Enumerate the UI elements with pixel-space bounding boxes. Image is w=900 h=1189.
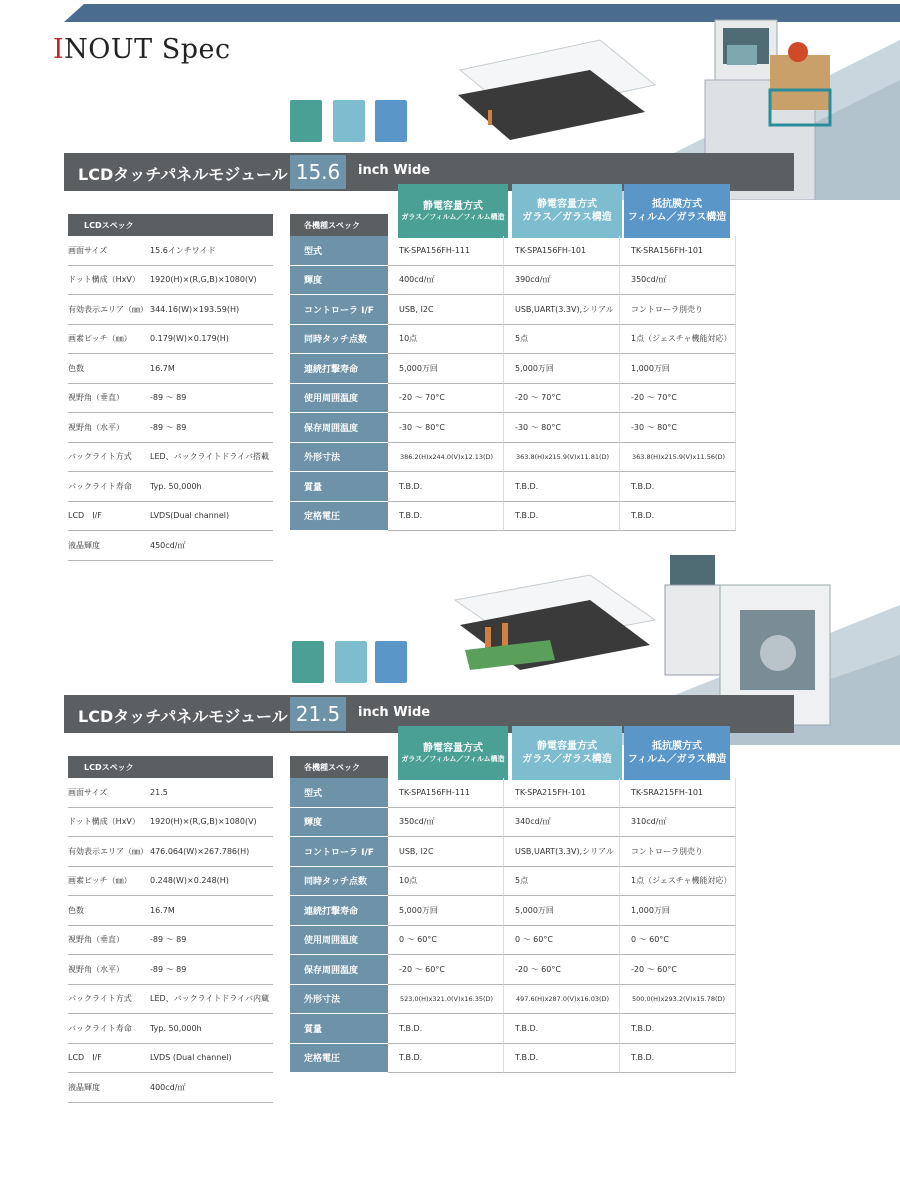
model-spec-value: 340cd/㎡ — [504, 808, 620, 838]
model-spec-row — [290, 384, 736, 414]
model-spec-row — [290, 1014, 736, 1044]
spec-key: 有効表示エリア（㎜） — [68, 304, 148, 314]
model-spec-value: -20 ～ 70°C — [388, 384, 504, 414]
column-type: 静電容量方式 — [423, 200, 483, 212]
model-spec-value: 5,000万回 — [388, 354, 504, 384]
model-spec-key: 輝度 — [290, 266, 388, 296]
swatch-light-blue — [333, 100, 365, 142]
model-spec-value: 1,000万回 — [620, 354, 736, 384]
spec-key: 有効表示エリア（㎜） — [68, 846, 148, 856]
swatch-teal — [290, 100, 322, 142]
spec-key: バックライト寿命 — [68, 1023, 132, 1033]
model-spec-key: 質量 — [290, 1014, 388, 1044]
spec-key: 視野角（水平） — [68, 422, 124, 432]
model-spec-row — [290, 1044, 736, 1074]
lcd-spec-row — [68, 354, 273, 384]
model-spec-key: 同時タッチ点数 — [290, 867, 388, 897]
model-spec-key: 連続打撃寿命 — [290, 896, 388, 926]
model-spec-value: 1,000万回 — [620, 896, 736, 926]
spec-value: 15.6インチワイド — [150, 245, 216, 255]
model-spec-value: -30 ～ 80°C — [388, 413, 504, 443]
model-spec-row — [290, 413, 736, 443]
model-spec-row — [290, 867, 736, 897]
model-spec-value: 10点 — [388, 867, 504, 897]
model-spec-value: 500.0(H)x293.2(V)x15.78(D) — [620, 985, 736, 1015]
model-spec-value: 5点 — [504, 325, 620, 355]
model-spec-value: -30 ～ 80°C — [620, 413, 736, 443]
model-spec-row — [290, 926, 736, 956]
lcd-spec-row — [68, 295, 273, 325]
model-spec-row — [290, 778, 736, 808]
column-structure: フィルム／ガラス構造 — [627, 754, 727, 765]
model-spec-key: 外形寸法 — [290, 985, 388, 1015]
spec-key: 画面サイズ — [68, 787, 108, 797]
spec-value: -89 ～ 89 — [150, 964, 187, 974]
column-header — [398, 184, 508, 238]
spec-value: LVDS(Dual channel) — [150, 511, 230, 521]
spec-value: Typ. 50,000h — [150, 481, 202, 491]
model-spec-header: 各機種スペック — [290, 214, 388, 236]
model-spec-value: 350cd/㎡ — [620, 266, 736, 296]
model-spec-row — [290, 266, 736, 296]
model-spec-value: 10点 — [388, 325, 504, 355]
model-spec-value: 0 ～ 60°C — [504, 926, 620, 956]
lcd-spec-row — [68, 531, 273, 561]
lcd-spec-row — [68, 236, 273, 266]
model-spec-row — [290, 896, 736, 926]
spec-key: 液晶輝度 — [68, 540, 100, 550]
lcd-spec-row — [68, 472, 273, 502]
model-spec-value: T.B.D. — [620, 472, 736, 502]
column-structure: ガラス／ガラス構造 — [522, 754, 612, 765]
spec-key: バックライト寿命 — [68, 481, 132, 491]
model-spec-value: TK-SRA215FH-101 — [620, 778, 736, 808]
spec-value: 400cd/㎡ — [150, 1082, 186, 1092]
brand-title: INOUT Spec — [53, 34, 231, 65]
spec-key: 視野角（水平） — [68, 964, 124, 974]
spec-key: 色数 — [68, 363, 84, 373]
model-spec-value: -20 ～ 70°C — [620, 384, 736, 414]
model-spec-value: T.B.D. — [620, 1014, 736, 1044]
model-spec-key: 同時タッチ点数 — [290, 325, 388, 355]
model-spec-value: 5,000万回 — [504, 354, 620, 384]
model-spec-value: T.B.D. — [388, 1044, 504, 1074]
lcd-spec-row — [68, 266, 273, 296]
model-spec-value: TK-SRA156FH-101 — [620, 236, 736, 266]
model-spec-value: 0 ～ 60°C — [388, 926, 504, 956]
panel-size: 15.6 — [290, 155, 346, 189]
model-spec-row — [290, 236, 736, 266]
lcd-spec-row — [68, 443, 273, 473]
model-spec-value: TK-SPA156FH-111 — [388, 236, 504, 266]
spec-value: 476.064(W)×267.786(H) — [150, 846, 250, 856]
column-header — [398, 726, 508, 780]
section-title: LCDタッチパネルモジュール — [78, 707, 288, 726]
spec-value: LED、バックライトドライバ内蔵 — [150, 994, 270, 1004]
spec-value: LVDS (Dual channel) — [150, 1053, 232, 1063]
lcd-spec-row — [68, 778, 273, 808]
spec-value: -89 ～ 89 — [150, 422, 187, 432]
spec-key: 画素ピッチ（㎜） — [68, 334, 132, 344]
model-spec-row — [290, 354, 736, 384]
spec-value: 1920(H)×(R,G,B)×1080(V) — [150, 275, 257, 285]
spec-value: Typ. 50,000h — [150, 1023, 202, 1033]
swatch-teal — [292, 641, 324, 683]
model-spec-key: 質量 — [290, 472, 388, 502]
model-spec-row — [290, 985, 736, 1015]
model-spec-value: 350cd/㎡ — [388, 808, 504, 838]
spec-value: 1920(H)×(R,G,B)×1080(V) — [150, 817, 257, 827]
spec-key: バックライト方式 — [68, 994, 132, 1004]
model-spec-value: 390cd/㎡ — [504, 266, 620, 296]
model-spec-row — [290, 472, 736, 502]
column-type: 静電容量方式 — [537, 740, 597, 752]
column-type: 抵抗膜方式 — [652, 740, 702, 752]
model-spec-value: USB, I2C — [388, 837, 504, 867]
panel-size: 21.5 — [290, 697, 346, 731]
lcd-spec-row — [68, 867, 273, 897]
spec-key: バックライト方式 — [68, 452, 132, 462]
lcd-spec-row — [68, 896, 273, 926]
model-spec-key: 保存周囲温度 — [290, 413, 388, 443]
model-spec-value: T.B.D. — [504, 1044, 620, 1074]
swatch-blue — [375, 641, 407, 683]
lcd-spec-row — [68, 413, 273, 443]
model-spec-row — [290, 325, 736, 355]
model-spec-key: 定格電圧 — [290, 502, 388, 532]
inch-label: inch Wide — [358, 705, 431, 720]
model-spec-value: T.B.D. — [388, 1014, 504, 1044]
spec-value: 344.16(W)×193.59(H) — [150, 304, 240, 314]
lcd-spec-header: LCDスペック — [68, 214, 273, 236]
spec-key: 色数 — [68, 905, 84, 915]
model-spec-row — [290, 443, 736, 473]
lcd-spec-row — [68, 808, 273, 838]
column-type: 抵抗膜方式 — [652, 198, 702, 210]
model-spec-value: 400cd/㎡ — [388, 266, 504, 296]
column-type: 静電容量方式 — [537, 198, 597, 210]
spec-value: 0.179(W)×0.179(H) — [150, 334, 229, 344]
model-spec-value: -20 ～ 70°C — [504, 384, 620, 414]
spec-value: 21.5 — [150, 787, 168, 797]
spec-key: 視野角（垂直） — [68, 935, 124, 945]
model-spec-value: T.B.D. — [504, 472, 620, 502]
spec-value: 16.7M — [150, 905, 175, 915]
model-spec-value: -20 ～ 60°C — [388, 955, 504, 985]
model-spec-value: TK-SPA156FH-101 — [504, 236, 620, 266]
model-spec-value: 386.2(H)x244.0(V)x12.13(D) — [388, 443, 504, 473]
lcd-spec-header: LCDスペック — [68, 756, 273, 778]
column-structure: ガラス／ガラス構造 — [522, 212, 612, 223]
spec-key: LCD I/F — [68, 511, 102, 521]
spec-key: 画面サイズ — [68, 245, 108, 255]
model-spec-key: 連続打撃寿命 — [290, 354, 388, 384]
model-spec-value: 363.8(H)x215.9(V)x11.81(D) — [504, 443, 620, 473]
model-spec-value: -20 ～ 60°C — [620, 955, 736, 985]
model-spec-value: 5,000万回 — [388, 896, 504, 926]
model-spec-key: コントローラ I/F — [290, 837, 388, 867]
model-spec-value: 363.8(H)x215.9(V)x11.56(D) — [620, 443, 736, 473]
column-header — [624, 726, 730, 780]
model-spec-value: USB, I2C — [388, 295, 504, 325]
lcd-spec-row — [68, 325, 273, 355]
spec-key: ドット構成（HxV） — [68, 275, 140, 285]
lcd-spec-row — [68, 1014, 273, 1044]
model-spec-row — [290, 502, 736, 532]
spec-key: 視野角（垂直） — [68, 393, 124, 403]
spec-key: 液晶輝度 — [68, 1082, 100, 1092]
model-spec-value: 523.0(H)x321.0(V)x16.35(D) — [388, 985, 504, 1015]
model-spec-value: USB,UART(3.3V),シリアル — [504, 295, 620, 325]
model-spec-value: -30 ～ 80°C — [504, 413, 620, 443]
lcd-spec-row — [68, 384, 273, 414]
model-spec-row — [290, 295, 736, 325]
column-header — [624, 184, 730, 238]
model-spec-value: コントローラ別売り — [620, 837, 736, 867]
model-spec-value: T.B.D. — [620, 1044, 736, 1074]
model-spec-value: T.B.D. — [388, 472, 504, 502]
swatch-blue — [375, 100, 407, 142]
spec-key: LCD I/F — [68, 1053, 102, 1063]
model-spec-value: -20 ～ 60°C — [504, 955, 620, 985]
model-spec-value: T.B.D. — [620, 502, 736, 532]
model-spec-row — [290, 955, 736, 985]
inch-label: inch Wide — [358, 163, 431, 178]
lcd-spec-row — [68, 926, 273, 956]
model-spec-value: 497.6(H)x287.0(V)x16.03(D) — [504, 985, 620, 1015]
model-spec-value: 1点（ジェスチャ機能対応） — [620, 867, 736, 897]
model-spec-value: T.B.D. — [504, 1014, 620, 1044]
model-spec-row — [290, 808, 736, 838]
model-spec-key: 使用周囲温度 — [290, 926, 388, 956]
spec-value: -89 ～ 89 — [150, 393, 187, 403]
lcd-spec-row — [68, 837, 273, 867]
column-structure: フィルム／ガラス構造 — [627, 212, 727, 223]
model-spec-value: T.B.D. — [388, 502, 504, 532]
swatch-light-blue — [335, 641, 367, 683]
section-title: LCDタッチパネルモジュール — [78, 165, 288, 184]
model-spec-value: T.B.D. — [504, 502, 620, 532]
model-spec-value: TK-SPA156FH-111 — [388, 778, 504, 808]
model-spec-value: コントローラ別売り — [620, 295, 736, 325]
model-spec-key: 定格電圧 — [290, 1044, 388, 1074]
model-spec-key: 型式 — [290, 236, 388, 266]
column-header — [512, 726, 622, 780]
model-spec-value: TK-SPA215FH-101 — [504, 778, 620, 808]
spec-value: -89 ～ 89 — [150, 935, 187, 945]
lcd-spec-row — [68, 502, 273, 532]
model-spec-value: 310cd/㎡ — [620, 808, 736, 838]
column-header — [512, 184, 622, 238]
column-type: 静電容量方式 — [423, 742, 483, 754]
lcd-spec-row — [68, 1073, 273, 1103]
model-spec-key: 使用周囲温度 — [290, 384, 388, 414]
model-spec-key: 型式 — [290, 778, 388, 808]
model-spec-key: コントローラ I/F — [290, 295, 388, 325]
model-spec-row — [290, 837, 736, 867]
spec-value: 450cd/㎡ — [150, 540, 186, 550]
model-spec-value: 1点（ジェスチャ機能対応） — [620, 325, 736, 355]
spec-value: 16.7M — [150, 363, 175, 373]
model-spec-key: 保存周囲温度 — [290, 955, 388, 985]
spec-key: ドット構成（HxV） — [68, 817, 140, 827]
column-structure: ガラス／フィルム／フィルム構造 — [401, 213, 505, 222]
lcd-spec-row — [68, 985, 273, 1015]
model-spec-header: 各機種スペック — [290, 756, 388, 778]
lcd-spec-row — [68, 1044, 273, 1074]
model-spec-value: 5点 — [504, 867, 620, 897]
spec-value: LED、バックライトドライバ搭載 — [150, 452, 270, 462]
model-spec-value: USB,UART(3.3V),シリアル — [504, 837, 620, 867]
model-spec-value: 0 ～ 60°C — [620, 926, 736, 956]
spec-value: 0.248(W)×0.248(H) — [150, 876, 229, 886]
column-structure: ガラス／フィルム／フィルム構造 — [401, 755, 505, 764]
model-spec-key: 輝度 — [290, 808, 388, 838]
model-spec-key: 外形寸法 — [290, 443, 388, 473]
spec-key: 画素ピッチ（㎜） — [68, 876, 132, 886]
model-spec-value: 5,000万回 — [504, 896, 620, 926]
lcd-spec-row — [68, 955, 273, 985]
